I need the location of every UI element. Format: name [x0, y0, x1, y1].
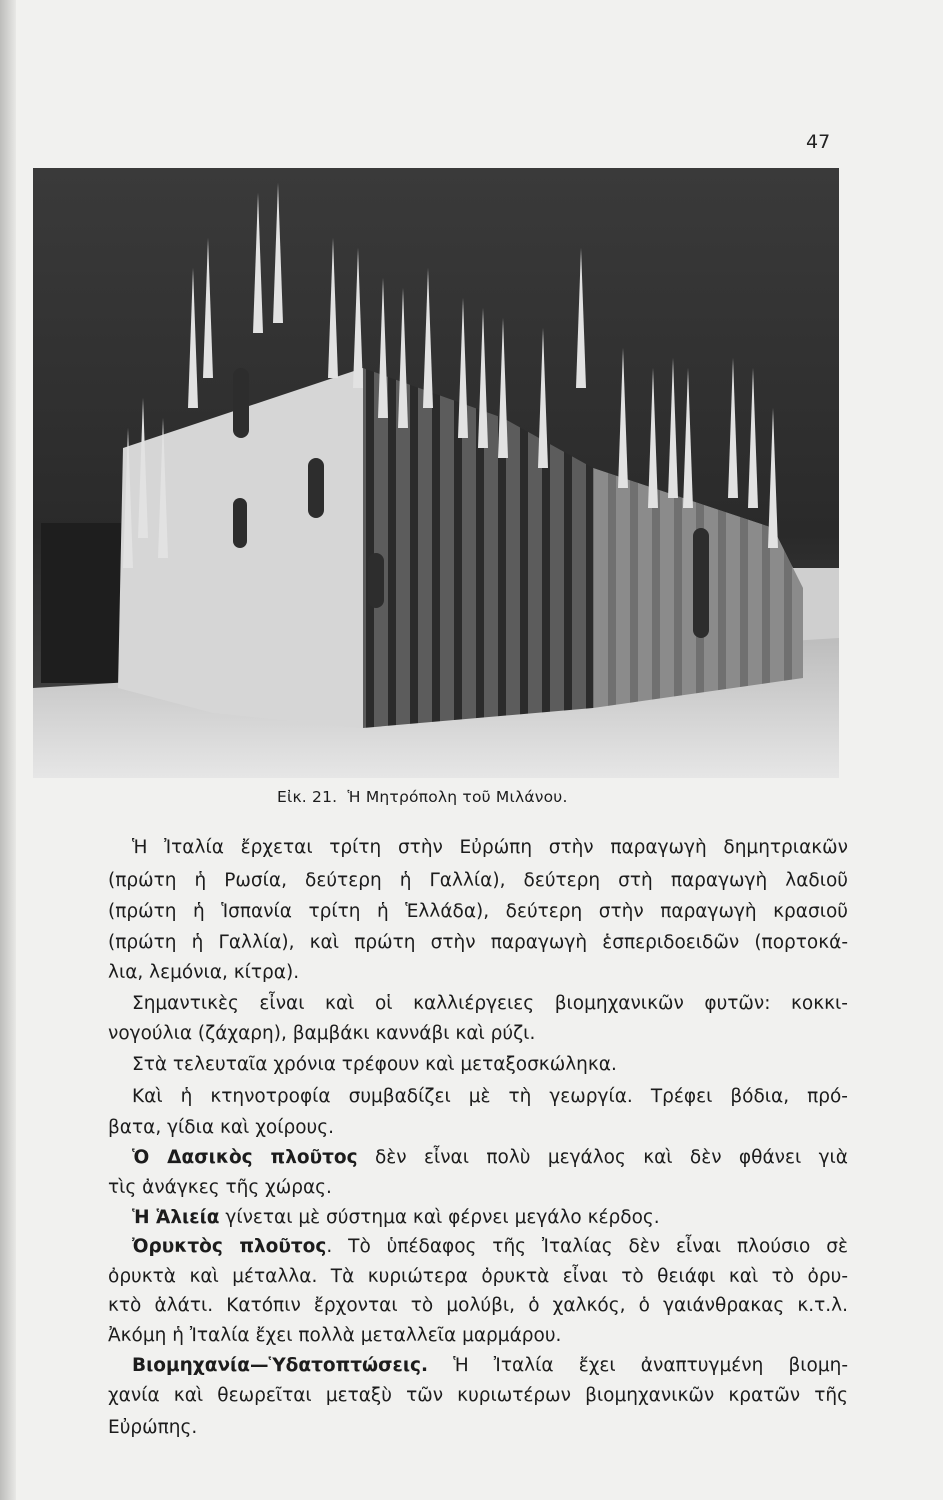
text-line — [108, 1022, 848, 1046]
figure-title: Ἡ Μητρόπολη τοῦ Μιλάνου. — [347, 788, 568, 806]
text-line — [108, 869, 848, 893]
text-line — [108, 1324, 848, 1348]
figure-label: Εἰκ. 21. — [277, 788, 338, 806]
page-number: 47 — [806, 131, 831, 153]
text-segment: βατα, γίδια καὶ χοίρους. — [108, 1117, 334, 1138]
text-segment: . Τὸ ὑπέδαφος τῆς Ἰταλίας δὲν εἶναι πλούσιο σὲ — [326, 1236, 849, 1257]
text-line — [108, 900, 848, 924]
milan-cathedral-photo — [33, 168, 839, 778]
figure-caption — [277, 788, 568, 806]
text-segment: λια, λεμόνια, κίτρα). — [108, 962, 300, 983]
text-line — [132, 1053, 848, 1077]
text-line — [132, 1146, 848, 1170]
text-line — [108, 961, 848, 985]
text-line — [132, 992, 848, 1016]
section-heading: Ὀρυκτὸς πλοῦτος — [132, 1236, 327, 1257]
text-line — [132, 1206, 848, 1230]
text-segment: νογούλια (ζάχαρη), βαμβάκι καννάβι καὶ ρύζι. — [108, 1023, 536, 1044]
text-segment: (πρώτη ἡ Ἱσπανία τρίτη ἡ Ἑλλάδα), δεύτερη στὴν παραγωγὴ κρασιοῦ — [108, 901, 848, 922]
section-heading: Ὁ Δασικὸς πλοῦτος — [132, 1147, 358, 1168]
text-line — [108, 931, 848, 955]
text-line — [132, 1235, 848, 1259]
book-gutter — [0, 0, 16, 1500]
text-segment: γίνεται μὲ σύστημα καὶ φέρνει μεγάλο κέρδος. — [219, 1207, 660, 1228]
text-line — [108, 1116, 848, 1140]
text-line — [132, 1085, 848, 1109]
text-segment: (πρώτη ἡ Γαλλία), καὶ πρώτη στὴν παραγωγὴ ἑσπεριδοειδῶν (πορτοκά- — [108, 932, 848, 953]
text-line — [108, 1294, 848, 1318]
text-segment: Ἡ Ἰταλία ἔχει ἀναπτυγμένη βιομη- — [428, 1355, 848, 1376]
text-line — [132, 836, 848, 860]
section-heading: Βιομηχανία—Ὑδατοπτώσεις. — [132, 1355, 429, 1376]
text-segment: Στὰ τελευταῖα χρόνια τρέφουν καὶ μεταξοσκώληκα. — [132, 1054, 617, 1075]
text-segment: Ἀκόμη ἡ Ἰταλία ἔχει πολλὰ μεταλλεῖα μαρμάρου. — [108, 1325, 562, 1346]
text-line — [108, 1265, 848, 1289]
text-segment: (πρώτη ἡ Ρωσία, δεύτερη ἡ Γαλλία), δεύτερη στὴ παραγωγὴ λαδιοῦ — [108, 870, 848, 891]
text-segment: κτὸ ἁλάτι. Κατόπιν ἔρχονται τὸ μολύβι, ὁ χαλκός, ὁ γαιάνθρακας κ.τ.λ. — [108, 1295, 848, 1316]
text-line — [108, 1384, 848, 1408]
text-line — [132, 1354, 848, 1378]
text-segment: Εὐρώπης. — [108, 1417, 198, 1438]
text-segment: τὶς ἀνάγκες τῆς χώρας. — [108, 1177, 332, 1198]
text-segment: Ἡ Ἰταλία ἔρχεται τρίτη στὴν Εὐρώπη στὴν παραγωγὴ δημητριακῶν — [132, 837, 848, 858]
text-segment: χανία καὶ θεωρεῖται μεταξὺ τῶν κυριωτέρων βιομηχανικῶν κρατῶν τῆς — [108, 1385, 848, 1406]
text-segment: ὀρυκτὰ καὶ μέταλλα. Τὰ κυριώτερα ὀρυκτὰ εἶναι τὸ θειάφι καὶ τὸ ὀρυ- — [108, 1266, 848, 1287]
text-line — [108, 1416, 848, 1440]
text-segment: Σημαντικὲς εἶναι καὶ οἱ καλλιέργειες βιομηχανικῶν φυτῶν: κοκκι- — [132, 993, 848, 1014]
text-segment: δὲν εἶναι πολὺ μεγάλος καὶ δὲν φθάνει γιὰ — [357, 1147, 848, 1168]
text-segment: Καὶ ἡ κτηνοτροφία συμβαδίζει μὲ τὴ γεωργία. Τρέφει βόδια, πρό- — [132, 1086, 848, 1107]
section-heading: Ἡ Ἁλιεία — [132, 1207, 220, 1228]
text-line — [108, 1176, 848, 1200]
